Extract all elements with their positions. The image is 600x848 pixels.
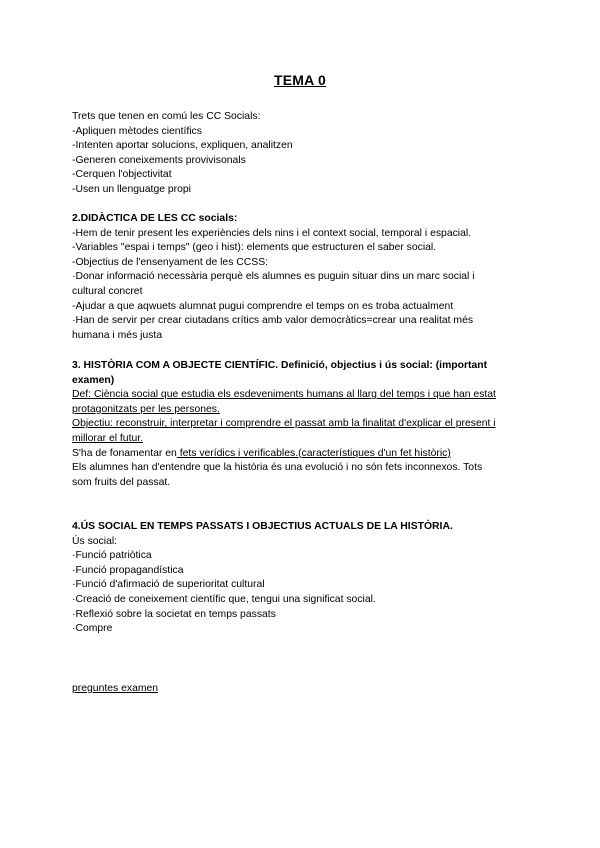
- section-2-line: -Variables "espai i temps" (geo i hist): elements que estructuren el saber social.: [72, 242, 437, 254]
- objective-line: Objectiu: reconstruir, interpretar i comprendre el passat amb la finalitat d'explicar el present i: [72, 418, 496, 430]
- section-4-lead: Ús social:: [72, 535, 118, 547]
- section-4-item: ·Funció d'afirmació de superioritat cultural: [72, 579, 265, 591]
- section-3: [72, 359, 532, 490]
- section-4-item: ·Funció propagandística: [72, 564, 184, 576]
- section-3-heading: 3. HISTÒRIA COM A OBJECTE CIENTÍFIC. Definició, objectius i ús social: (important: [72, 360, 488, 371]
- section-2-line: -Objectius de l'ensenyament de les CCSS:: [72, 256, 269, 268]
- section-2-line: humana i més justa: [72, 329, 163, 341]
- section-3-heading-cont: examen): [72, 374, 115, 386]
- section-4-item: ·Compre: [72, 623, 113, 635]
- intro-item: -Generen coneixements provivisonals: [72, 154, 246, 166]
- definition-line: Def: Ciència social que estudia els esdeveniments humans al llarg del temps i que han estat: [72, 389, 496, 401]
- page-title: TEMA 0: [273, 72, 327, 88]
- objective-line: millorar el futur.: [72, 432, 144, 444]
- section-4-item: ·Creació de coneixement científic que, tengui una significat social.: [72, 593, 376, 605]
- intro-item: -Intenten aportar solucions, expliquen, analitzen: [72, 140, 293, 152]
- evolution-line: Els alumnes han d'entendre que la història és una evolució i no són fets inconnexos. Tots: [72, 462, 483, 474]
- intro-item: -Apliquen mètodes científics: [72, 125, 202, 137]
- section-4-item: ·Reflexió sobre la societat en temps passats: [72, 608, 276, 620]
- fonament-text: S'ha de fonamentar en: [72, 447, 177, 459]
- section-2-line: ·Donar informació necessària perquè els alumnes es puguin situar dins un marc social i: [72, 271, 475, 283]
- definition-line: protagonitzats per les persones.: [72, 403, 220, 415]
- footer-section: [72, 682, 532, 697]
- section-2-line: -Hem de tenir present les experiències dels nins i el context social, temporal i espacial.: [72, 227, 472, 239]
- fonament-underlined-text: fets verídics i verificables.(característiques d'un fet històric): [176, 447, 451, 459]
- evolution-line: som fruits del passat.: [72, 476, 171, 488]
- exam-questions-link[interactable]: preguntes examen: [72, 683, 159, 694]
- section-4-heading: 4.ÚS SOCIAL EN TEMPS PASSATS I OBJECTIUS ACTUALS DE LA HISTÒRIA.: [72, 521, 453, 532]
- intro-lead: Trets que tenen en comú les CC Socials:: [72, 111, 261, 122]
- section-2-line: cultural concret: [72, 285, 143, 297]
- section-2-heading: 2.DIDÀCTICA DE LES CC socials:: [72, 213, 238, 224]
- section-4: [72, 520, 532, 637]
- fonament-line: [72, 447, 532, 462]
- section-4-item: ·Funció patriòtica: [72, 550, 152, 562]
- intro-item: -Usen un llenguatge propi: [72, 183, 191, 195]
- section-2: [72, 212, 532, 343]
- intro-section: [72, 110, 532, 198]
- section-2-line: ·Han de servir per crear ciutadans crítics amb valor democràtics=crear una realitat més: [72, 315, 474, 327]
- intro-item: -Cerquen l'objectivitat: [72, 169, 172, 181]
- section-2-line: -Ajudar a que aqwuets alumnat pugui comprendre el temps on es troba actualment: [72, 300, 454, 312]
